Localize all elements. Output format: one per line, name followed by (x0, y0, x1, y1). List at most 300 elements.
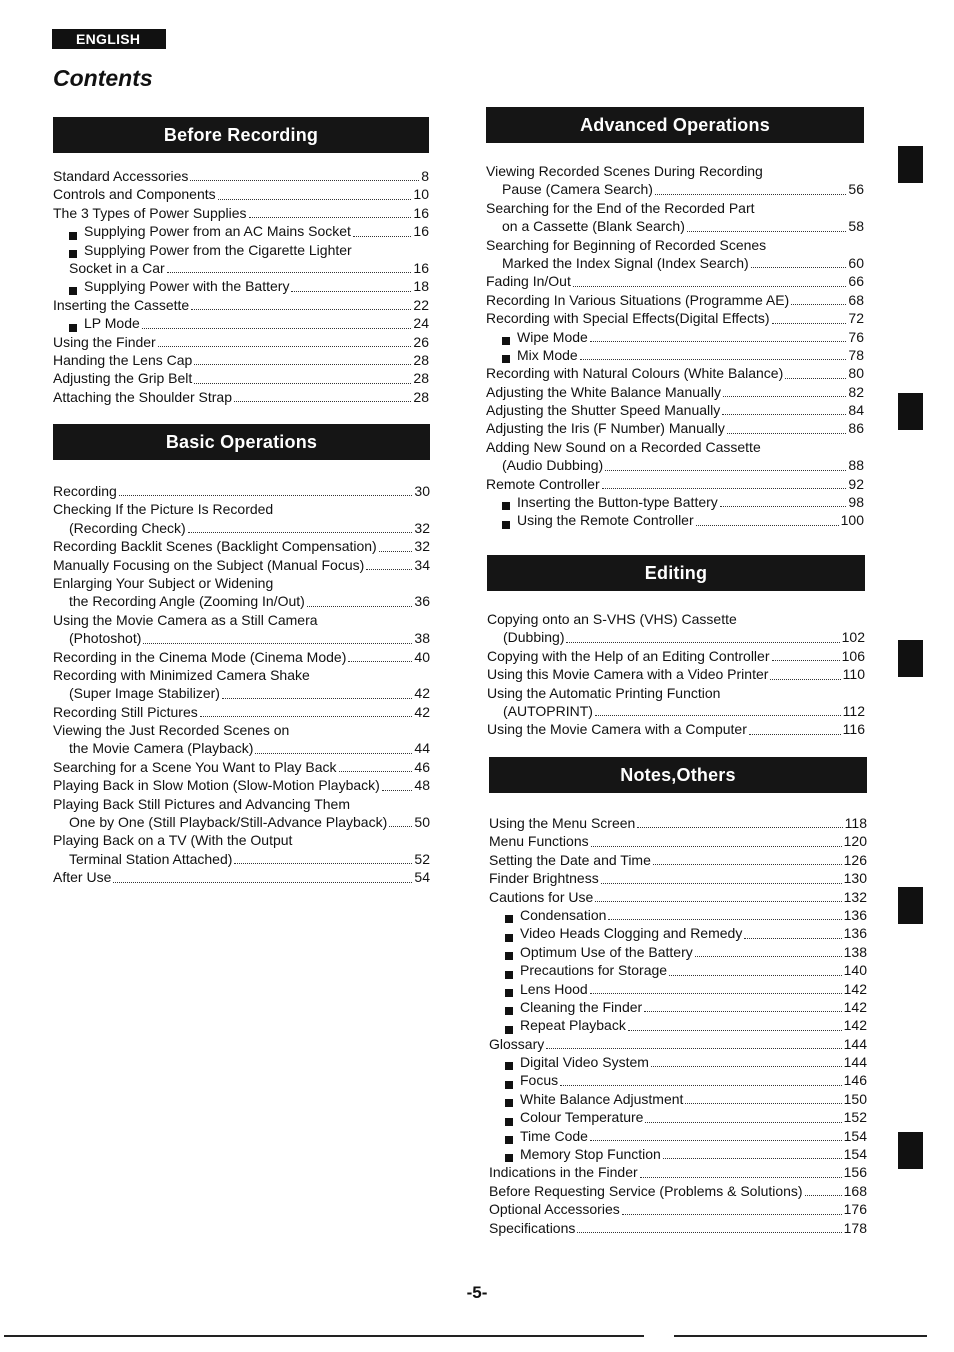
toc-entry-label: Pause (Camera Search) (502, 181, 653, 198)
toc-entry-page: 88 (848, 457, 864, 474)
toc-entry-label: Inserting the Button-type Battery (517, 494, 718, 511)
dot-leader (722, 414, 846, 415)
toc-entry-label: Marked the Index Signal (Index Search) (502, 254, 749, 271)
toc-entry (486, 438, 864, 456)
dot-leader (200, 716, 413, 717)
bullet-icon (505, 971, 513, 979)
toc-entry-page: 52 (414, 850, 430, 867)
dot-leader (785, 378, 846, 379)
bullet-icon (505, 1026, 513, 1034)
toc-entry-label: Attaching the Shoulder Strap (53, 388, 233, 405)
bullet-icon (502, 502, 510, 510)
toc-entry-label: Recording with Natural Colours (White Balance) (486, 365, 784, 382)
toc-entry (486, 199, 864, 217)
dot-leader (622, 1214, 842, 1215)
toc-entry-page: 144 (843, 1035, 867, 1052)
toc-entry-label: Specifications (489, 1219, 576, 1236)
toc-entry (53, 296, 429, 314)
toc-entry-page: 84 (848, 402, 864, 419)
toc-entry (486, 475, 864, 493)
toc-entry (53, 185, 429, 203)
toc-entry-label: Using the Remote Controller (517, 512, 694, 529)
toc-entry (486, 272, 864, 290)
toc-entry (489, 1053, 867, 1071)
dot-leader (655, 194, 846, 195)
dot-leader (167, 272, 412, 273)
toc-entry (489, 961, 867, 979)
thumb-index-tab (898, 393, 923, 430)
toc-entry (53, 537, 430, 555)
dot-leader (595, 715, 841, 716)
toc-entry (53, 351, 429, 369)
toc-entry-label: Using the Movie Camera as a Still Camera (53, 611, 318, 628)
dot-leader (628, 1030, 842, 1031)
toc-entry-label: Using the Finder (53, 333, 156, 350)
toc-entry-label: Menu Functions (489, 833, 589, 850)
section-header: Editing (487, 555, 865, 591)
toc-entry-page: 8 (421, 167, 429, 184)
toc-entry-label: Socket in a Car (69, 259, 165, 276)
toc-entry-page: 44 (414, 740, 430, 757)
toc-entry (486, 493, 864, 511)
toc-entry-label: Time Code (520, 1127, 588, 1144)
toc-entry-page: 60 (848, 254, 864, 271)
toc-entry (53, 739, 430, 757)
toc-entry (489, 1090, 867, 1108)
toc-entry (486, 328, 864, 346)
toc-entry-label: After Use (53, 869, 112, 886)
toc-entry (53, 684, 430, 702)
toc-entry-page: 28 (413, 388, 429, 405)
toc-entry-label: Memory Stop Function (520, 1146, 661, 1163)
toc-entry-label: Recording Still Pictures (53, 703, 198, 720)
dot-leader (772, 660, 840, 661)
dot-leader (590, 341, 847, 342)
dot-leader (653, 864, 842, 865)
dot-leader (389, 826, 412, 827)
dot-leader (218, 199, 412, 200)
toc-entry-page: 68 (848, 291, 864, 308)
toc-entry (487, 684, 865, 702)
toc-entry-label: Fading In/Out (486, 273, 571, 290)
toc-entry-page: 106 (841, 647, 865, 664)
dot-leader (651, 1066, 842, 1067)
dot-leader (749, 734, 841, 735)
toc-entry-page: 76 (848, 328, 864, 345)
toc-entry (489, 888, 867, 906)
toc-entry (486, 401, 864, 419)
toc-entry (489, 1145, 867, 1163)
dot-leader (379, 551, 413, 552)
toc-entry-page: 146 (843, 1072, 867, 1089)
toc-entry-label: Checking If the Picture Is Recorded (53, 501, 274, 518)
toc-entry-label: Playing Back in Slow Motion (Slow-Motion Playback) (53, 777, 380, 794)
dot-leader (720, 506, 847, 507)
toc-entry (53, 776, 430, 794)
dot-leader (573, 286, 847, 287)
page-number: -5- (466, 1283, 488, 1302)
toc-entry (53, 813, 430, 831)
toc-entry-page: 16 (413, 259, 429, 276)
dot-leader (602, 488, 847, 489)
toc-entry-page: 24 (413, 315, 429, 332)
toc-entry-label: Terminal Station Attached) (69, 850, 233, 867)
toc-entry-label: Supplying Power with the Battery (84, 278, 290, 295)
toc-entry (53, 277, 429, 295)
toc-entry (53, 703, 430, 721)
toc-entry-label: Copying with the Help of an Editing Controller (487, 647, 770, 664)
toc-entry (53, 795, 430, 813)
dot-leader (234, 401, 411, 402)
toc-entry-label: Recording Backlit Scenes (Backlight Compensation) (53, 538, 377, 555)
toc-entry-page: 32 (414, 538, 430, 555)
toc-list (487, 610, 865, 739)
toc-entry-label: Repeat Playback (520, 1017, 626, 1034)
toc-entry (486, 217, 864, 235)
toc-entry-label: Digital Video System (520, 1054, 649, 1071)
toc-entry-page: 102 (841, 629, 865, 646)
toc-entry-page: 176 (843, 1201, 867, 1218)
dot-leader (190, 180, 419, 181)
toc-entry (486, 291, 864, 309)
dot-leader (744, 938, 841, 939)
dot-leader (234, 863, 412, 864)
toc-entry (486, 180, 864, 198)
toc-entry (489, 980, 867, 998)
toc-entry-page: 72 (848, 310, 864, 327)
dot-leader (158, 346, 412, 347)
toc-entry (487, 610, 865, 628)
toc-entry-label: White Balance Adjustment (520, 1090, 684, 1107)
toc-entry-label: (Super Image Stabilizer) (69, 685, 220, 702)
thumb-index-tab (898, 640, 923, 677)
toc-entry-label: Supplying Power from the Cigarette Lighter (84, 241, 352, 258)
toc-entry-page: 32 (414, 519, 430, 536)
dot-leader (194, 383, 411, 384)
toc-entry (53, 333, 429, 351)
toc-entry (489, 814, 867, 832)
toc-entry (489, 943, 867, 961)
toc-entry-page: 98 (848, 494, 864, 511)
bullet-icon (505, 1081, 513, 1089)
toc-entry (53, 519, 430, 537)
toc-entry-label: Finder Brightness (489, 870, 599, 887)
toc-entry-label: Adjusting the White Balance Manually (486, 383, 722, 400)
toc-entry-page: 10 (413, 186, 429, 203)
toc-entry-label: One by One (Still Playback/Still-Advance Playback) (69, 814, 388, 831)
dot-leader (255, 753, 412, 754)
toc-entry-label: Playing Back Still Pictures and Advancing Them (53, 795, 351, 812)
toc-entry-label: Recording with Minimized Camera Shake (53, 666, 310, 683)
language-tag: ENGLISH (52, 29, 166, 49)
toc-entry-label: the Recording Angle (Zooming In/Out) (69, 593, 305, 610)
bullet-icon (505, 1062, 513, 1070)
toc-entry (489, 1182, 867, 1200)
toc-entry-page: 136 (843, 906, 867, 923)
toc-entry-page: 48 (414, 777, 430, 794)
toc-entry (489, 869, 867, 887)
toc-entry (53, 648, 430, 666)
footer-rule-left (4, 1335, 644, 1337)
toc-entry (486, 511, 864, 529)
dot-leader (366, 569, 412, 570)
toc-entry (53, 369, 429, 387)
toc-entry-label: Searching for the End of the Recorded Part (486, 199, 755, 216)
dot-leader (669, 975, 842, 976)
toc-list (486, 162, 864, 530)
toc-entry-page: 130 (843, 870, 867, 887)
dot-leader (113, 882, 412, 883)
toc-entry-page: 28 (413, 370, 429, 387)
dot-leader (566, 642, 839, 643)
toc-entry-label: Adjusting the Shutter Speed Manually (486, 402, 721, 419)
dot-leader (644, 1011, 841, 1012)
toc-entry-label: Adjusting the Grip Belt (53, 370, 193, 387)
toc-entry-page: 120 (843, 833, 867, 850)
toc-entry (53, 241, 429, 259)
toc-entry-label: Lens Hood (520, 980, 588, 997)
toc-entry-label: Optimum Use of the Battery (520, 943, 693, 960)
dot-leader (188, 532, 413, 533)
toc-entry (489, 1016, 867, 1034)
toc-entry (486, 383, 864, 401)
toc-entry (53, 721, 430, 739)
dot-leader (723, 396, 846, 397)
dot-leader (577, 1232, 841, 1233)
page-title: Contents (53, 65, 153, 91)
dot-leader (663, 1158, 842, 1159)
toc-entry-page: 118 (844, 814, 867, 831)
toc-entry-page: 140 (843, 962, 867, 979)
toc-entry-label: Glossary (489, 1035, 545, 1052)
toc-entry-page: 178 (843, 1219, 867, 1236)
toc-entry-page: 58 (848, 218, 864, 235)
section-header: Basic Operations (53, 424, 430, 460)
toc-entry-page: 112 (842, 702, 865, 719)
toc-entry (489, 998, 867, 1016)
toc-entry-label: Remote Controller (486, 475, 600, 492)
toc-entry-label: the Movie Camera (Playback) (69, 740, 254, 757)
toc-entry-page: 42 (414, 703, 430, 720)
dot-leader (249, 217, 412, 218)
toc-entry-label: Enlarging Your Subject or Widening (53, 574, 274, 591)
bullet-icon (505, 934, 513, 942)
section-advanced-operations (486, 107, 864, 530)
bullet-icon (69, 250, 77, 258)
toc-entry-page: 38 (414, 630, 430, 647)
toc-entry-page: 36 (414, 593, 430, 610)
toc-entry-page: 46 (414, 758, 430, 775)
toc-entry (489, 1163, 867, 1181)
toc-entry (53, 482, 430, 500)
toc-entry-label: Searching for a Scene You Want to Play Back (53, 758, 337, 775)
toc-entry (489, 1108, 867, 1126)
toc-entry-label: Using the Automatic Printing Function (487, 684, 721, 701)
dot-leader (560, 1085, 842, 1086)
toc-entry (489, 924, 867, 942)
toc-entry (53, 388, 429, 406)
toc-entry-label: Viewing the Just Recorded Scenes on (53, 722, 290, 739)
dot-leader (727, 433, 847, 434)
toc-entry-label: Recording in the Cinema Mode (Cinema Mode) (53, 648, 347, 665)
section-basic-operations (53, 424, 430, 887)
toc-entry (53, 850, 430, 868)
toc-entry-label: Adding New Sound on a Recorded Cassette (486, 438, 761, 455)
toc-entry-label: on a Cassette (Blank Search) (502, 218, 685, 235)
dot-leader (353, 236, 412, 237)
toc-entry (489, 1219, 867, 1237)
toc-entry-label: Using the Menu Screen (489, 814, 636, 831)
section-header: Before Recording (53, 117, 429, 153)
toc-entry (53, 500, 430, 518)
dot-leader (696, 525, 839, 526)
dot-leader (791, 304, 846, 305)
toc-entry (486, 419, 864, 437)
toc-entry-label: Adjusting the Iris (F Number) Manually (486, 420, 725, 437)
toc-entry-page: 136 (843, 925, 867, 942)
toc-entry-label: Cautions for Use (489, 888, 594, 905)
dot-leader (119, 495, 413, 496)
toc-entry-label: Controls and Components (53, 186, 216, 203)
toc-entry (489, 1035, 867, 1053)
dot-leader (143, 643, 412, 644)
bullet-icon (505, 989, 513, 997)
toc-entry-label: (Recording Check) (69, 519, 186, 536)
toc-entry-page: 26 (413, 333, 429, 350)
toc-entry-label: Focus (520, 1072, 559, 1089)
toc-entry-label: (Photoshot) (69, 630, 142, 647)
toc-entry (487, 665, 865, 683)
bullet-icon (505, 1136, 513, 1144)
dot-leader (291, 291, 411, 292)
toc-entry-label: Before Requesting Service (Problems & Solutions) (489, 1182, 803, 1199)
dot-leader (339, 771, 413, 772)
toc-entry (53, 204, 429, 222)
toc-entry-page: 150 (843, 1090, 867, 1107)
toc-entry-page: 110 (842, 666, 865, 683)
toc-entry-page: 16 (413, 204, 429, 221)
toc-entry-page: 144 (843, 1054, 867, 1071)
toc-entry-label: Mix Mode (517, 346, 578, 363)
toc-entry-label: Precautions for Storage (520, 962, 668, 979)
bullet-icon (502, 521, 510, 529)
toc-entry-page: 142 (843, 1017, 867, 1034)
dot-leader (307, 606, 413, 607)
toc-entry-label: Manually Focusing on the Subject (Manual Focus) (53, 556, 365, 573)
toc-entry (53, 629, 430, 647)
dot-leader (687, 231, 847, 232)
toc-entry-page: 28 (413, 351, 429, 368)
bullet-icon (505, 915, 513, 923)
bullet-icon (69, 324, 77, 332)
toc-entry (486, 236, 864, 254)
toc-entry (487, 720, 865, 738)
toc-entry-label: Optional Accessories (489, 1201, 620, 1218)
toc-entry-label: Wipe Mode (517, 328, 588, 345)
dot-leader (751, 267, 847, 268)
toc-entry (487, 628, 865, 646)
dot-leader (194, 364, 411, 365)
bullet-icon (505, 952, 513, 960)
toc-entry-label: Searching for Beginning of Recorded Scenes (486, 236, 767, 253)
dot-leader (805, 1195, 842, 1196)
toc-entry-page: 138 (843, 943, 867, 960)
toc-entry-label: Inserting the Cassette (53, 296, 190, 313)
bullet-icon (69, 287, 77, 295)
toc-entry (53, 167, 429, 185)
toc-entry-page: 154 (843, 1127, 867, 1144)
toc-entry-page: 34 (414, 556, 430, 573)
section-notes-others (489, 757, 867, 1237)
toc-entry-label: The 3 Types of Power Supplies (53, 204, 247, 221)
toc-entry (486, 456, 864, 474)
footer-rule-right (674, 1335, 927, 1337)
toc-entry-label: Recording with Special Effects(Digital Effects) (486, 310, 770, 327)
toc-entry-page: 42 (414, 685, 430, 702)
bullet-icon (502, 337, 510, 345)
toc-entry-label: (Audio Dubbing) (502, 457, 604, 474)
bullet-icon (505, 1099, 513, 1107)
toc-entry-label: LP Mode (84, 315, 140, 332)
toc-entry-page: 22 (413, 296, 429, 313)
dot-leader (601, 883, 842, 884)
toc-entry-page: 126 (843, 851, 867, 868)
dot-leader (222, 698, 412, 699)
section-header: Notes,Others (489, 757, 867, 793)
toc-entry (487, 647, 865, 665)
toc-entry-page: 86 (848, 420, 864, 437)
section-editing (487, 555, 865, 739)
toc-entry (53, 758, 430, 776)
toc-entry-page: 142 (843, 998, 867, 1015)
toc-entry-label: Handing the Lens Cap (53, 351, 193, 368)
toc-entry-page: 92 (848, 475, 864, 492)
toc-entry-label: Playing Back on a TV (With the Output (53, 832, 293, 849)
toc-entry-page: 18 (413, 278, 429, 295)
toc-entry (53, 868, 430, 886)
toc-entry (53, 592, 430, 610)
toc-entry-page: 16 (413, 223, 429, 240)
toc-entry-page: 78 (848, 346, 864, 363)
toc-entry-label: (AUTOPRINT) (503, 702, 593, 719)
toc-entry (53, 831, 430, 849)
toc-entry-page: 66 (848, 273, 864, 290)
dot-leader (685, 1103, 841, 1104)
toc-entry-page: 116 (842, 721, 865, 738)
toc-entry-label: (Dubbing) (503, 629, 565, 646)
toc-entry (486, 346, 864, 364)
thumb-index-tab (898, 146, 923, 183)
toc-entry (486, 309, 864, 327)
toc-entry-page: 50 (414, 814, 430, 831)
dot-leader (772, 323, 847, 324)
bullet-icon (502, 355, 510, 363)
toc-entry (53, 314, 429, 332)
dot-leader (695, 956, 842, 957)
toc-entry (486, 254, 864, 272)
toc-entry (489, 1127, 867, 1145)
dot-leader (590, 993, 842, 994)
toc-entry (53, 222, 429, 240)
toc-entry-page: 168 (843, 1182, 867, 1199)
toc-entry-page: 152 (843, 1109, 867, 1126)
dot-leader (142, 328, 412, 329)
toc-entry (53, 611, 430, 629)
toc-entry-label: Video Heads Clogging and Remedy (520, 925, 743, 942)
toc-list (53, 482, 430, 887)
toc-entry (486, 162, 864, 180)
section-before-recording (53, 117, 429, 406)
